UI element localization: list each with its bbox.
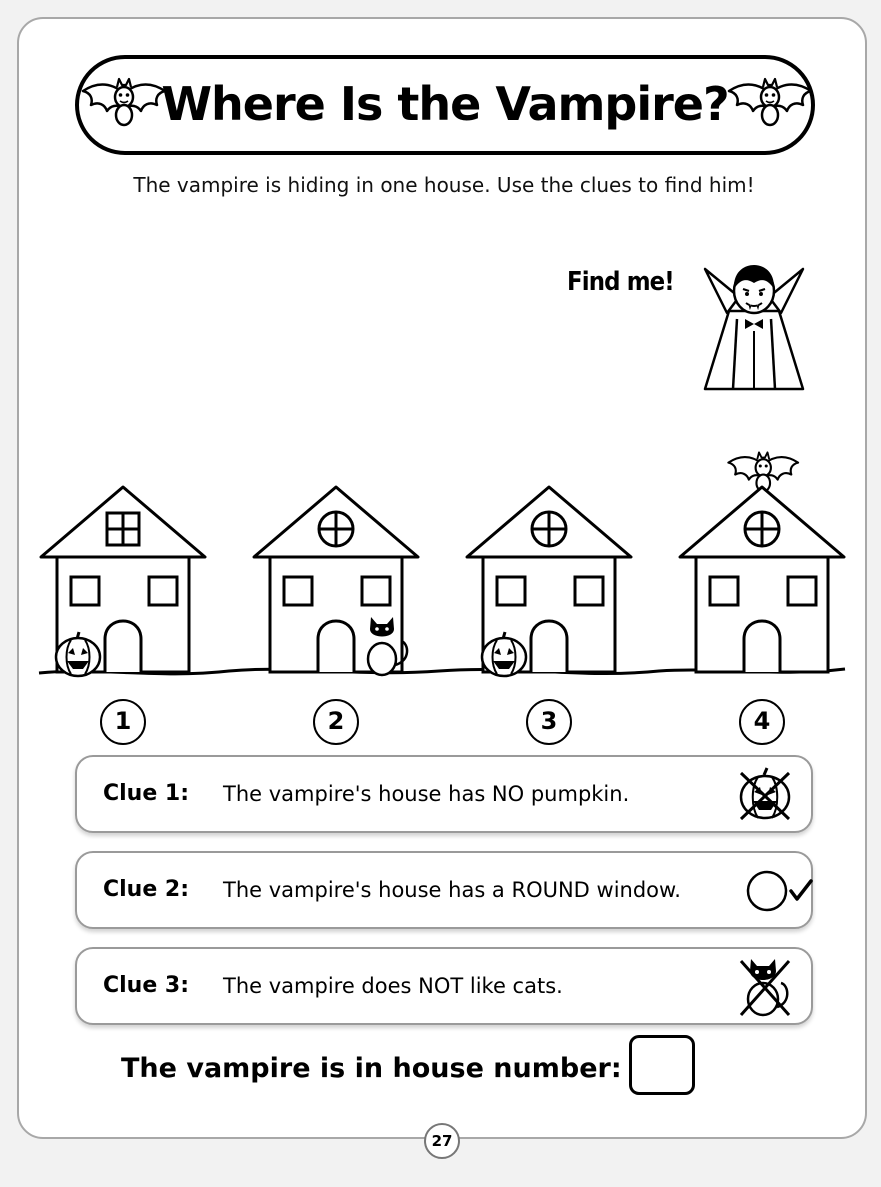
bat-icon: [728, 452, 798, 491]
title-banner: [75, 55, 815, 155]
round-window-check-icon: [735, 861, 819, 919]
round-window-icon: [745, 512, 779, 546]
answer-box[interactable]: [629, 1035, 695, 1095]
answer-prompt: The vampire is in house number:: [121, 1053, 622, 1084]
house-1: [41, 487, 205, 676]
clue-text: The vampire's house has a ROUND window.: [223, 878, 681, 902]
instructions-text: The vampire is hiding in one house. Use the clues to find him!: [133, 173, 755, 197]
house-3: [467, 487, 631, 676]
page-number: 27: [424, 1123, 460, 1159]
clue-box-1: [75, 755, 813, 833]
bat-icon: [725, 75, 815, 131]
house-2: [254, 487, 418, 675]
clue-label: Clue 2:: [103, 877, 190, 902]
speech-text: Find me!: [567, 267, 674, 297]
clue-label: Clue 1:: [103, 781, 190, 806]
worksheet-page: [17, 17, 867, 1150]
clue-text: The vampire does NOT like cats.: [223, 974, 563, 998]
house-4: [680, 452, 844, 672]
worksheet-title: Where Is the Vampire?: [161, 77, 729, 131]
house-number-1: 1: [100, 699, 146, 745]
clue-text: The vampire's house has NO pumpkin.: [223, 782, 630, 806]
vampire-icon: [699, 259, 809, 394]
house-number-3: 3: [526, 699, 572, 745]
crossed-cat-icon: [733, 957, 797, 1019]
square-window-icon: [107, 513, 139, 545]
house-number-2: 2: [313, 699, 359, 745]
crossed-pumpkin-icon: [733, 765, 797, 823]
clue-box-3: [75, 947, 813, 1025]
house-number-4: 4: [739, 699, 785, 745]
clue-box-2: [75, 851, 813, 929]
round-window-icon: [319, 512, 353, 546]
clue-label: Clue 3:: [103, 973, 190, 998]
houses-scene: [19, 429, 869, 699]
round-window-icon: [532, 512, 566, 546]
